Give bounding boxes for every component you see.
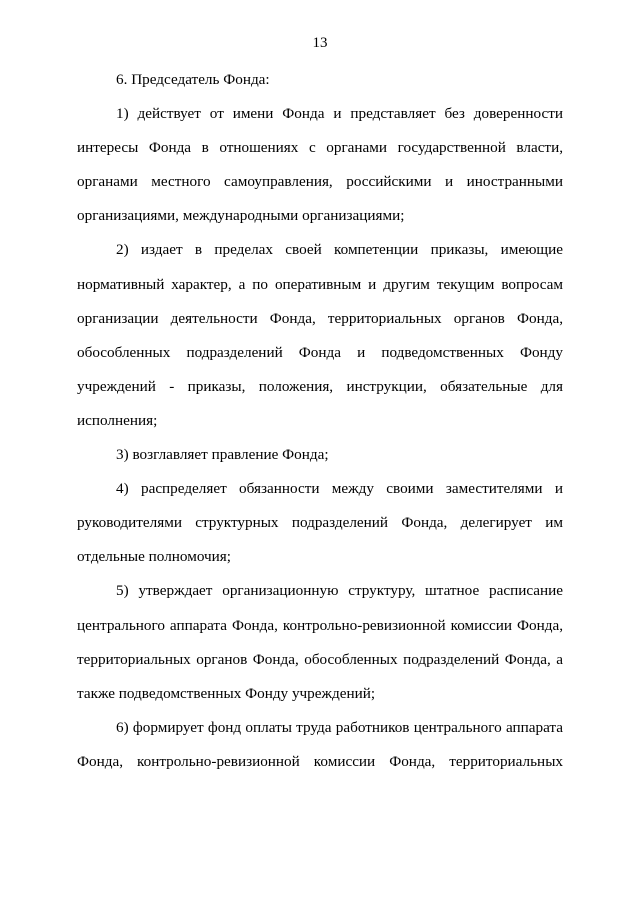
paragraph-item-5: 5) утверждает организационную структуру, штатное расписание центрального аппарата Фонда, контрольно-ревизионной комиссии Фонда, территориальных органов Фонда, обособленных подразделений Фонда, а также подведомственных Фонду учреждений; [77,582,563,702]
paragraph-item-1: 1) действует от имени Фонда и представляет без доверенности интересы Фонда в отношениях с органами государственной власти, органами местного самоуправления, российскими и иностранными организациями, международными организациями; [77,105,563,225]
paragraph-item-6: 6) формирует фонд оплаты труда работников центрального аппарата Фонда, контрольно-ревизионной комиссии Фонда, территориальных [77,718,563,770]
paragraph-item-3: 3) возглавляет правление Фонда; [116,446,329,464]
document-body [77,63,563,779]
paragraph-item-2: 2) издает в пределах своей компетенции приказы, имеющие нормативный характер, а по оперативным и другим текущим вопросам организации деятельности Фонда, территориальных органов Фонда, обособленных подразделений Фонда и подведомственных Фонду учреждений - приказы, положения, инструкции, обязательные для исполнения; [77,241,563,429]
page-number: 13 [312,35,328,51]
paragraph-section-heading: 6. Председатель Фонда: [116,71,270,88]
paragraph-item-4: 4) распределяет обязанности между своими заместителями и руководителями структурных подразделений Фонда, делегирует им отдельные полномочия; [77,480,563,566]
